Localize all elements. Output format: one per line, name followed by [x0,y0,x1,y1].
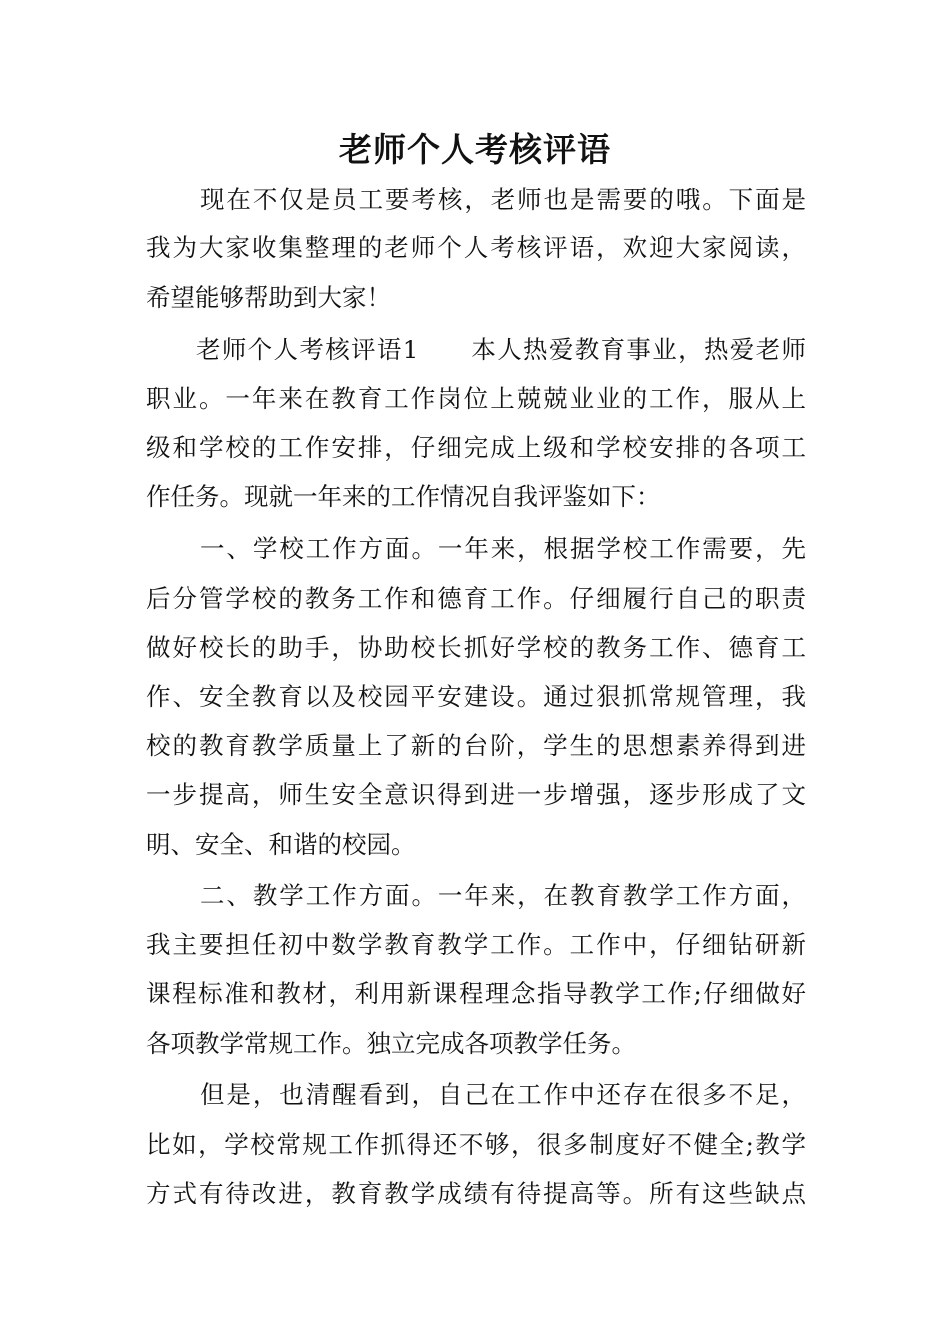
paragraph-line: 作任务。现就一年来的工作情况自我评鉴如下： [146,482,661,511]
paragraph-line: 我为大家收集整理的老师个人考核评语，欢迎大家阅读， [146,233,806,262]
paragraph-line: 但是，也清醒看到，自己在工作中还存在很多不足， [200,1080,806,1109]
paragraph-line: 明、安全、和谐的校园。 [146,830,416,859]
document-title: 老师个人考核评语 [339,130,611,169]
paragraph-line: 老师个人考核评语1 本人热爱教育事业，热爱老师 [196,335,806,364]
paragraph-line: 我主要担任初中数学教育教学工作。工作中，仔细钻研新 [146,930,806,959]
paragraph-line: 后分管学校的教务工作和德育工作。仔细履行自己的职责 [146,584,806,613]
paragraph-line: 做好校长的助手，协助校长抓好学校的教务工作、德育工 [146,633,806,662]
paragraph-line: 职业。一年来在教育工作岗位上兢兢业业的工作，服从上 [146,384,806,413]
paragraph-line: 现在不仅是员工要考核，老师也是需要的哦。下面是 [200,185,806,214]
paragraph-line: 二、教学工作方面。一年来，在教育教学工作方面， [200,881,806,910]
paragraph-line: 方式有待改进，教育教学成绩有待提高等。所有这些缺点 [146,1179,806,1208]
paragraph-line: 一、学校工作方面。一年来，根据学校工作需要，先 [200,534,806,563]
paragraph-line: 希望能够帮助到大家！ [146,283,391,312]
paragraph-line: 比如，学校常规工作抓得还不够，很多制度好不健全;教学 [146,1130,806,1159]
paragraph-line: 课程标准和教材，利用新课程理念指导教学工作;仔细做好 [146,979,806,1008]
paragraph-line: 各项教学常规工作。独立完成各项教学任务。 [146,1029,636,1058]
paragraph-line: 作、安全教育以及校园平安建设。通过狠抓常规管理，我 [146,682,806,711]
paragraph-line: 级和学校的工作安排，仔细完成上级和学校安排的各项工 [146,433,806,462]
paragraph-line: 校的教育教学质量上了新的台阶，学生的思想素养得到进 [146,731,806,760]
paragraph-line: 一步提高，师生安全意识得到进一步增强，逐步形成了文 [146,780,806,809]
